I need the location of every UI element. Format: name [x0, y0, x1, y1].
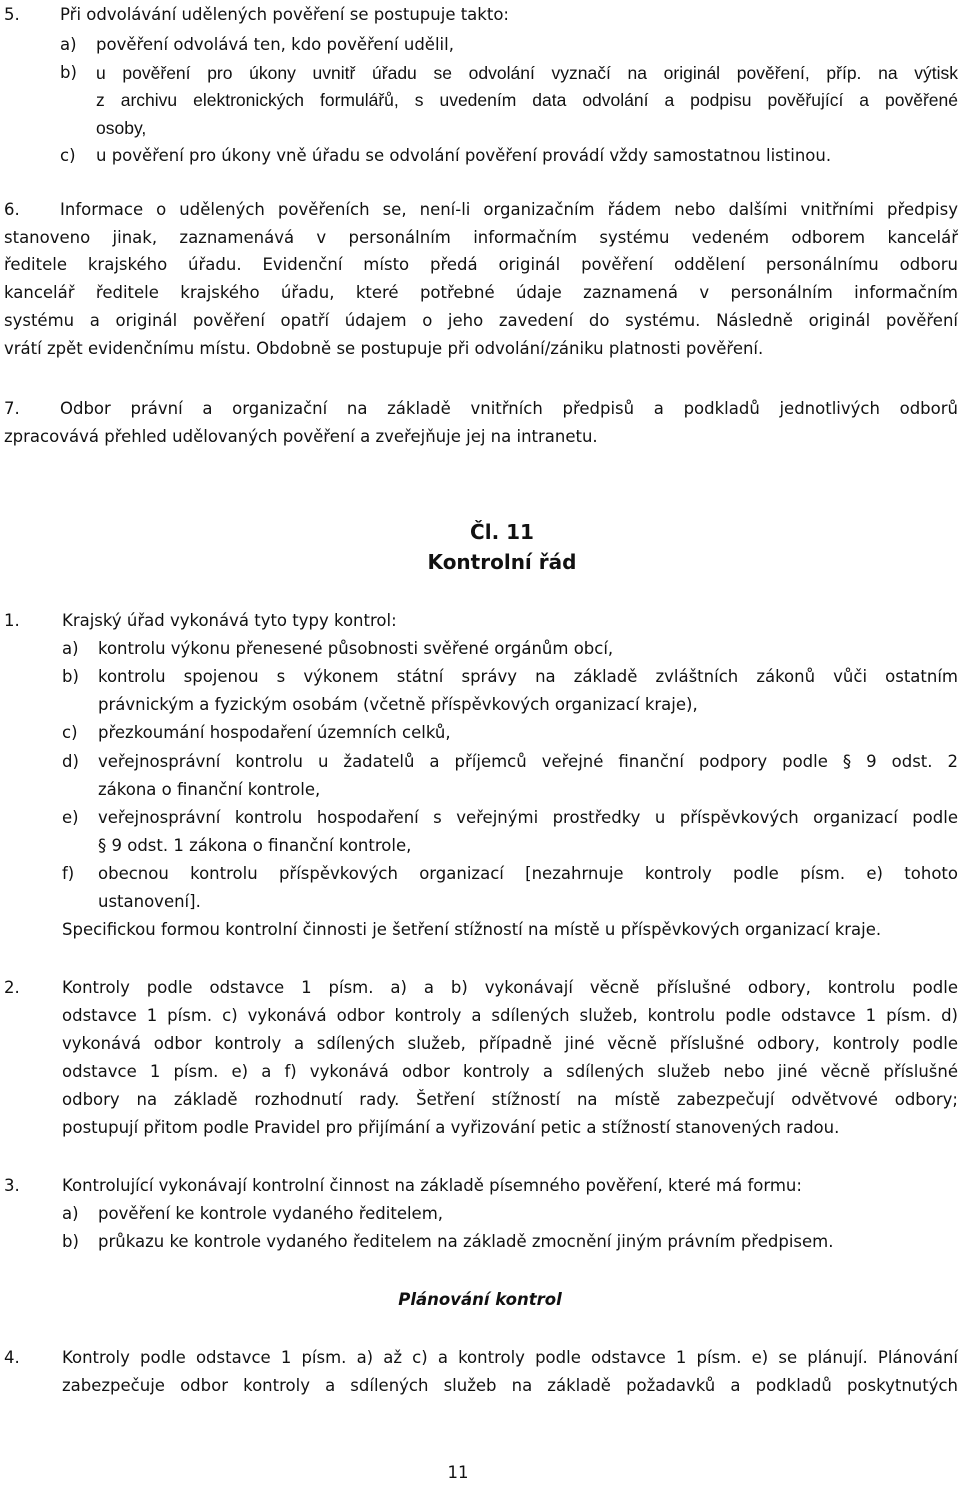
list-label: b): [62, 1232, 79, 1251]
item-number: 2.: [4, 978, 20, 997]
paragraph-line: Kontroly podle odstavce 1 písm. a) a b) vykonávají věcně příslušné odbory, kontrolu podle: [62, 978, 958, 997]
paragraph-line: Informace o udělených pověřeních se, není-li organizačním řádem nebo dalšími vnitřními předpisy: [60, 200, 958, 219]
paragraph-line: odbory na základě rozhodnutí rady. Šetření stížností na místě zabezpečují odvětvové odbory;: [62, 1090, 958, 1109]
paragraph-line: Odbor právní a organizační na základě vnitřních předpisů a podkladů jednotlivých odborů: [60, 399, 958, 418]
list-item-text: obecnou kontrolu příspěvkových organizací [nezahrnuje kontroly podle písm. e) tohoto: [98, 864, 958, 883]
list-label: c): [60, 146, 76, 165]
paragraph-line: vykonává odbor kontroly a sdílených služeb, případně jiné věcně příslušné odbory, kontroly podle: [62, 1034, 958, 1053]
list-item-text: pověření odvolává ten, kdo pověření udělil,: [96, 35, 454, 54]
paragraph-line: Při odvolávání udělených pověření se postupuje takto:: [60, 5, 509, 24]
list-label: c): [62, 723, 78, 742]
list-label: b): [60, 63, 77, 82]
page-number: 11: [447, 1463, 469, 1482]
paragraph-line: odstavce 1 písm. c) vykonává odbor kontroly a sdílených služeb, kontrolu podle odstavce 1 písm. d): [62, 1006, 958, 1025]
paragraph-line: Kontrolující vykonávají kontrolní činnost na základě písemného pověření, které má formu:: [62, 1176, 802, 1195]
list-label: a): [62, 639, 79, 658]
paragraph-line: zabezpečuje odbor kontroly a sdílených služeb na základě požadavků a podkladů poskytnutých: [62, 1376, 958, 1395]
list-item-text: kontrolu výkonu přenesené působnosti svěřené orgánům obcí,: [98, 639, 614, 658]
item-number: 6.: [4, 200, 20, 219]
paragraph-line: systému a originál pověření opatří údajem o jeho zavedení do systému. Následně originál pověření: [4, 311, 958, 330]
article-title-heading: Kontrolní řád: [427, 550, 577, 574]
paragraph-line: odstavce 1 písm. e) a f) vykonává odbor kontroly a sdílených služeb nebo jiné věcně příslušné: [62, 1062, 958, 1081]
item-number: 4.: [4, 1348, 20, 1367]
list-item-text: § 9 odst. 1 zákona o finanční kontrole,: [98, 836, 412, 855]
list-label: b): [62, 667, 79, 686]
paragraph-line: Specifickou formou kontrolní činnosti je šetření stížností na místě u příspěvkových organizací kraje.: [62, 920, 882, 939]
section-subheading: Plánování kontrol: [398, 1290, 562, 1309]
list-label: e): [62, 808, 79, 827]
list-label: a): [60, 35, 77, 54]
list-item-text: veřejnosprávní kontrolu u žadatelů a příjemců veřejné finanční podpory podle § 9 odst. 2: [98, 752, 958, 771]
paragraph-line: stanoveno jinak, zaznamenává v personálním informačním systému vedeném odborem kancelář: [4, 228, 958, 247]
list-item-text: pověření ke kontrole vydaného ředitelem,: [98, 1204, 444, 1223]
paragraph-line: Kontroly podle odstavce 1 písm. a) až c) a kontroly podle odstavce 1 písm. e) se plánují. Plánování: [62, 1348, 958, 1367]
item-number: 7.: [4, 399, 20, 418]
paragraph-line: vrátí zpět evidenčnímu místu. Obdobně se postupuje při odvolání/zániku platnosti pověření.: [4, 339, 764, 358]
list-label: f): [62, 864, 75, 883]
paragraph-line: postupují přitom podle Pravidel pro přijímání a vyřizování petic a stížností stanovených radou.: [62, 1118, 840, 1137]
list-item-text: z archivu elektronických formulářů, s uvedením data odvolání a podpisu pověřující a pověřené: [96, 90, 958, 110]
list-item-text: u pověření pro úkony uvnitř úřadu se odvolání vyznačí na originál pověření, příp. na výtisk: [96, 63, 958, 83]
paragraph-line: Krajský úřad vykonává tyto typy kontrol:: [62, 611, 397, 630]
list-label: a): [62, 1204, 79, 1223]
paragraph-line: zpracovává přehled udělovaných pověření a zveřejňuje jej na intranetu.: [4, 427, 598, 446]
item-number: 3.: [4, 1176, 20, 1195]
paragraph-line: kancelář ředitele krajského úřadu, které potřebné údaje zaznamená v personálním informačním: [4, 283, 958, 302]
list-item-text: osoby,: [96, 118, 147, 138]
item-number: 1.: [4, 611, 20, 630]
list-item-text: u pověření pro úkony vně úřadu se odvolání pověření provádí vždy samostatnou listinou.: [96, 146, 832, 165]
list-item-text: ustanovení].: [98, 892, 201, 911]
item-number: 5.: [4, 5, 20, 24]
paragraph-line: ředitele krajského úřadu. Evidenční místo předá originál pověření oddělení personálnímu odboru: [4, 255, 958, 274]
list-item-text: zákona o finanční kontrole,: [98, 780, 321, 799]
list-item-text: kontrolu spojenou s výkonem státní správy na základě zvláštních zákonů vůči ostatním: [98, 667, 958, 686]
list-item-text: přezkoumání hospodaření územních celků,: [98, 723, 451, 742]
list-item-text: veřejnosprávní kontrolu hospodaření s veřejnými prostředky u příspěvkových organizací podle: [98, 808, 958, 827]
list-label: d): [62, 752, 79, 771]
list-item-text: průkazu ke kontrole vydaného ředitelem na základě zmocnění jiným právním předpisem.: [98, 1232, 834, 1251]
article-number-heading: Čl. 11: [470, 520, 534, 544]
list-item-text: právnickým a fyzickým osobám (včetně příspěvkových organizací kraje),: [98, 695, 698, 714]
